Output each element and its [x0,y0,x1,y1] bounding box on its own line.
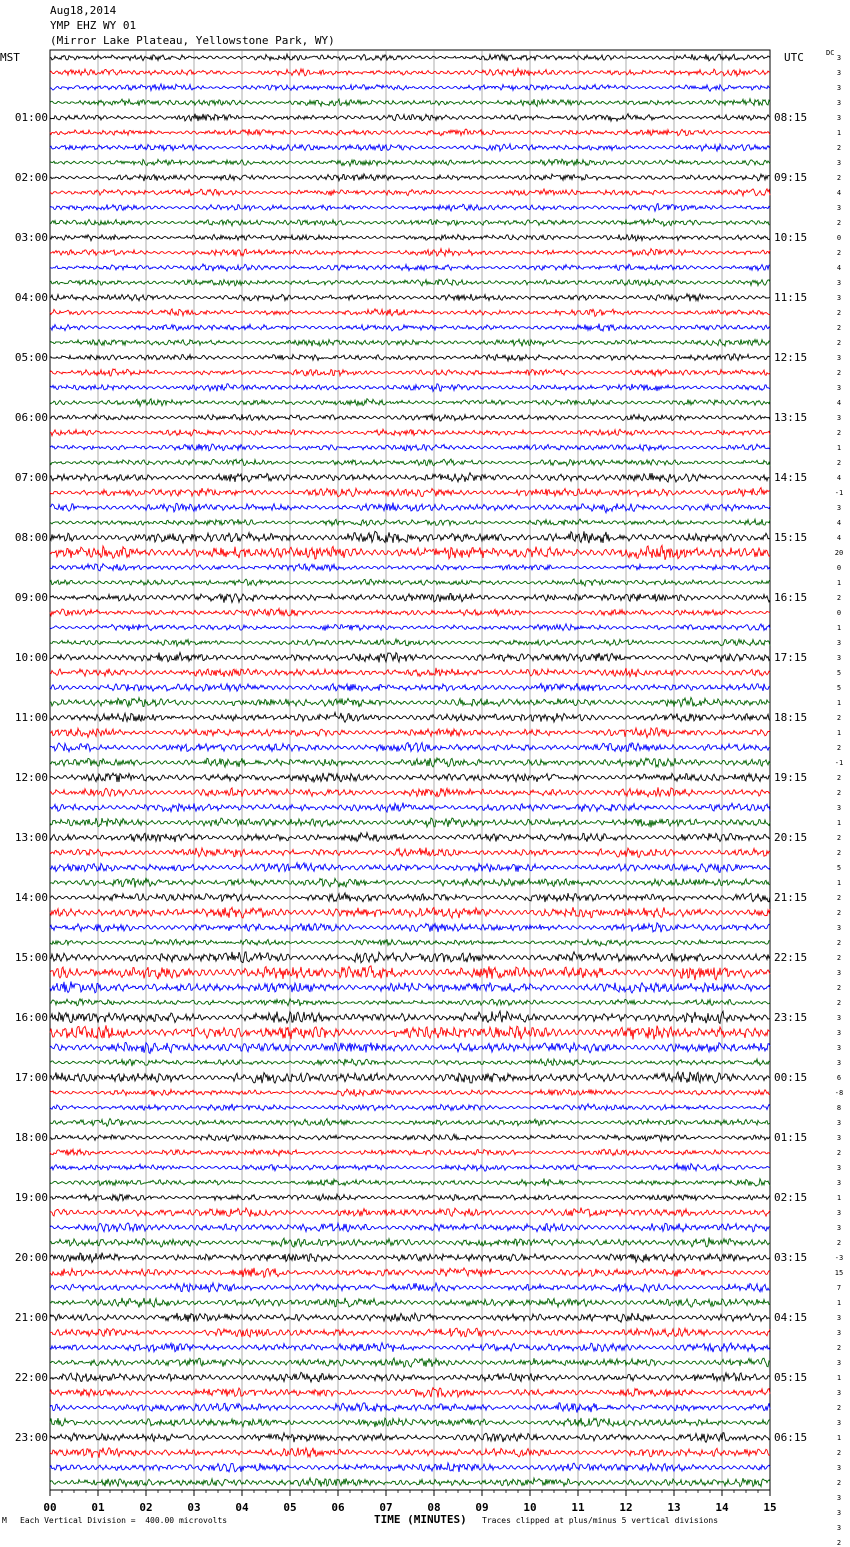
utc-hour-label: 18:15 [774,710,808,724]
mst-hour-label: 08:00 [14,530,48,544]
utc-hour-label: 20:15 [774,830,808,844]
seismic-trace [50,503,770,513]
dc-offset-value: 1 [836,1193,842,1202]
seismic-trace [50,519,770,526]
seismic-trace [50,1149,770,1156]
dc-offset-value: 2 [836,743,842,752]
mst-hour-label: 23:00 [14,1430,48,1444]
dc-offset-value: 0 [836,608,842,617]
seismic-trace [50,309,770,317]
mst-hour-label: 18:00 [14,1130,48,1144]
dc-offset-value: 1 [836,128,842,137]
utc-hour-label: 03:15 [774,1250,808,1264]
dc-offset-value: 4 [836,518,842,527]
dc-offset-value: 1 [836,1373,842,1382]
dc-offset-value: 3 [836,53,842,62]
seismic-trace [50,653,770,663]
seismic-trace [50,848,770,858]
x-tick-label: 07 [379,1501,393,1514]
seismic-trace [50,1194,770,1201]
seismic-trace [50,773,770,782]
dc-offset-value: 3 [836,1208,842,1217]
seismic-trace [50,1418,770,1427]
seismic-trace [50,624,770,631]
utc-hour-label: 00:15 [774,1070,808,1084]
dc-offset-value: 3 [836,1493,842,1502]
dc-offset-value: 3 [836,1523,842,1532]
seismic-trace [50,54,770,61]
seismic-trace [50,1328,770,1337]
seismic-trace [50,1237,770,1247]
dc-offset-value: 4 [836,473,842,482]
seismic-trace [50,1298,770,1308]
dc-offset-value: 20 [834,548,844,557]
dc-offset-value: 2 [836,788,842,797]
seismic-trace [50,1042,770,1053]
dc-offset-value: 2 [836,338,842,347]
dc-offset-value: 2 [836,1448,842,1457]
dc-offset-header: DC [826,49,835,57]
seismic-trace [50,354,770,361]
seismic-trace [50,1388,770,1398]
seismic-trace [50,189,770,196]
scale-note: Each Vertical Division = 400.00 microvolts [20,1516,228,1525]
mst-hour-label: 09:00 [14,590,48,604]
plot-date: Aug18,2014 [50,4,117,17]
dc-offset-value: 3 [836,1328,842,1337]
seismic-trace [50,982,770,994]
x-tick-label: 08 [427,1501,441,1514]
dc-offset-value: 6 [836,1073,842,1082]
seismic-trace [50,758,770,767]
dc-offset-value: 0 [836,233,842,242]
utc-hour-label: 15:15 [774,530,808,544]
seismic-trace [50,1223,770,1232]
x-tick-label: 01 [91,1501,105,1514]
mst-hour-label: 07:00 [14,470,48,484]
seismic-trace [50,698,770,708]
x-tick-label: 13 [667,1501,681,1514]
seismic-trace [50,414,770,421]
utc-hour-label: 14:15 [774,470,808,484]
dc-offset-value: 2 [836,1238,842,1247]
seismic-trace [50,1433,770,1443]
seismic-trace [50,1119,770,1127]
seismic-trace [50,579,770,586]
dc-offset-value: 5 [836,863,842,872]
dc-offset-value: 4 [836,263,842,272]
dc-offset-value: 3 [836,1058,842,1067]
seismic-trace [50,473,770,482]
dc-offset-value: 3 [836,1163,842,1172]
dc-offset-value: 3 [836,1178,842,1187]
utc-hour-label: 19:15 [774,770,808,784]
seismic-trace [50,545,770,559]
seismic-trace [50,339,770,346]
seismic-trace [50,683,770,691]
seismic-trace [50,743,770,752]
dc-offset-value: -8 [834,1088,844,1097]
seismic-trace [50,219,770,226]
seismic-trace [50,69,770,77]
seismic-trace [50,999,770,1006]
seismic-trace [50,1104,770,1111]
mst-hour-label: 21:00 [14,1310,48,1324]
dc-offset-value: 3 [836,653,842,662]
dc-offset-value: 3 [836,1508,842,1517]
dc-offset-value: 2 [836,893,842,902]
dc-offset-value: 3 [836,803,842,812]
x-tick-label: 05 [283,1501,297,1514]
dc-offset-value: 3 [836,293,842,302]
dc-offset-value: 2 [836,833,842,842]
dc-offset-value: 1 [836,1433,842,1442]
seismic-trace [50,369,770,376]
dc-offset-value: 4 [836,188,842,197]
seismic-trace [50,1011,770,1023]
dc-offset-value: 3 [836,1043,842,1052]
x-tick-label: 14 [715,1501,729,1514]
dc-offset-value: 3 [836,68,842,77]
mst-hour-label: 11:00 [14,710,48,724]
seismic-trace [50,1164,770,1172]
dc-offset-value: 3 [836,1463,842,1472]
utc-hour-label: 05:15 [774,1370,808,1384]
dc-offset-value: 3 [836,383,842,392]
seismic-trace [50,264,770,271]
seismic-trace [50,803,770,812]
dc-offset-value: 3 [836,203,842,212]
dc-offset-value: 2 [836,368,842,377]
seismic-trace [50,1343,770,1353]
utc-hour-label: 23:15 [774,1010,808,1024]
dc-offset-value: 2 [836,308,842,317]
mst-hour-label: 15:00 [14,950,48,964]
x-tick-label: 03 [187,1501,201,1514]
seismic-trace [50,1025,770,1039]
dc-offset-value: 3 [836,1223,842,1232]
seismic-trace [50,129,770,136]
mst-hour-label: 14:00 [14,890,48,904]
dc-offset-value: 1 [836,818,842,827]
utc-hour-label: 10:15 [774,230,808,244]
dc-offset-value: -3 [834,1253,844,1262]
seismic-trace [50,1403,770,1413]
seismic-trace [50,144,770,151]
seismic-trace [50,1089,770,1096]
dc-offset-value: 3 [836,1118,842,1127]
mst-hour-label: 02:00 [14,170,48,184]
seismic-trace [50,1059,770,1066]
dc-offset-value: 4 [836,398,842,407]
left-timezone-label: MST [0,51,20,64]
mst-hour-label: 05:00 [14,350,48,364]
utc-hour-label: 01:15 [774,1130,808,1144]
seismic-trace [50,594,770,603]
dc-offset-value: -1 [834,488,844,497]
seismic-trace [50,204,770,212]
utc-hour-label: 08:15 [774,110,808,124]
utc-hour-label: 09:15 [774,170,808,184]
seismic-trace [50,174,770,181]
dc-offset-value: 2 [836,173,842,182]
mst-hour-label: 04:00 [14,290,48,304]
seismic-trace [50,1372,770,1382]
seismic-trace [50,1478,770,1487]
station-location: (Mirror Lake Plateau, Yellowstone Park, WY) [50,34,335,47]
seismic-trace [50,713,770,723]
dc-offset-value: 2 [836,1343,842,1352]
dc-offset-value: 3 [836,923,842,932]
seismic-trace [50,966,770,980]
mst-hour-label: 22:00 [14,1370,48,1384]
dc-offset-value: 2 [836,848,842,857]
x-axis-title: TIME (MINUTES) [374,1513,467,1526]
utc-hour-label: 17:15 [774,650,808,664]
seismic-trace [50,1253,770,1263]
dc-offset-value: 3 [836,503,842,512]
dc-offset-value: 3 [836,98,842,107]
seismic-trace [50,384,770,392]
x-tick-label: 00 [43,1501,57,1514]
dc-offset-value: 8 [836,1103,842,1112]
mst-hour-label: 12:00 [14,770,48,784]
dc-offset-value: 3 [836,353,842,362]
seismic-trace [50,531,770,543]
dc-offset-value: 0 [836,563,842,572]
seismic-trace [50,99,770,107]
dc-offset-value: 3 [836,1358,842,1367]
mst-hour-label: 03:00 [14,230,48,244]
dc-offset-value: 1 [836,878,842,887]
mst-hour-label: 20:00 [14,1250,48,1264]
seismic-trace [50,459,770,466]
dc-offset-value: 2 [836,1403,842,1412]
seismic-trace [50,907,770,918]
dc-offset-value: 2 [836,998,842,1007]
utc-hour-label: 21:15 [774,890,808,904]
seismic-trace [50,1268,770,1278]
dc-offset-value: 2 [836,908,842,917]
seismic-trace [50,399,770,407]
seismic-trace [50,818,770,828]
seismic-trace [50,249,770,256]
seismic-trace [50,324,770,331]
seismic-trace [50,939,770,946]
dc-offset-value: 2 [836,428,842,437]
dc-offset-value: 1 [836,1298,842,1307]
dc-offset-value: 3 [836,1133,842,1142]
seismic-trace [50,728,770,738]
dc-offset-value: 2 [836,983,842,992]
right-timezone-label: UTC [784,51,804,64]
x-tick-label: 15 [763,1501,777,1514]
seismic-trace [50,787,770,797]
dc-offset-value: -1 [834,758,844,767]
corner-mark: M [2,1516,7,1525]
seismic-trace [50,1463,770,1472]
seismic-trace [50,639,770,646]
dc-offset-value: 3 [836,1028,842,1037]
dc-offset-value: 2 [836,1148,842,1157]
dc-offset-value: 5 [836,683,842,692]
dc-offset-value: 2 [836,1478,842,1487]
dc-offset-value: 3 [836,1313,842,1322]
dc-offset-value: 3 [836,113,842,122]
seismic-trace [50,1208,770,1217]
seismic-trace [50,893,770,902]
seismic-trace [50,833,770,842]
mst-hour-label: 13:00 [14,830,48,844]
seismic-trace [50,114,770,121]
seismic-trace [50,878,770,888]
dc-offset-value: 2 [836,248,842,257]
dc-offset-value: 1 [836,623,842,632]
utc-hour-label: 16:15 [774,590,808,604]
x-tick-label: 12 [619,1501,633,1514]
seismic-trace [50,429,770,436]
dc-offset-value: 3 [836,638,842,647]
seismic-trace [50,863,770,873]
utc-hour-label: 04:15 [774,1310,808,1324]
dc-offset-value: 3 [836,278,842,287]
dc-offset-value: 2 [836,1538,842,1547]
mst-hour-label: 10:00 [14,650,48,664]
dc-offset-value: 2 [836,218,842,227]
x-tick-label: 11 [571,1501,585,1514]
dc-offset-value: 3 [836,83,842,92]
seismic-trace [50,1179,770,1187]
seismic-trace [50,668,770,677]
seismic-trace [50,1134,770,1141]
utc-hour-label: 12:15 [774,350,808,364]
seismic-trace [50,1072,770,1083]
seismic-trace [50,84,770,91]
seismic-trace [50,1448,770,1458]
dc-offset-value: 2 [836,458,842,467]
dc-offset-value: 1 [836,728,842,737]
utc-hour-label: 22:15 [774,950,808,964]
seismic-trace [50,564,770,571]
clip-note: Traces clipped at plus/minus 5 vertical divisions [482,1516,719,1525]
x-tick-label: 06 [331,1501,345,1514]
dc-offset-value: 3 [836,158,842,167]
seismic-trace [50,1313,770,1322]
x-tick-label: 04 [235,1501,249,1514]
seismic-trace [50,159,770,166]
dc-offset-value: 5 [836,668,842,677]
seismic-trace [50,488,770,497]
dc-offset-value: 2 [836,323,842,332]
utc-hour-label: 06:15 [774,1430,808,1444]
seismic-trace [50,279,770,286]
dc-offset-value: 2 [836,713,842,722]
seismic-trace [50,1358,770,1367]
dc-offset-value: 7 [836,1283,842,1292]
mst-hour-label: 01:00 [14,110,48,124]
x-tick-label: 10 [523,1501,537,1514]
seismic-trace [50,952,770,963]
x-tick-label: 02 [139,1501,153,1514]
seismic-trace [50,1283,770,1292]
dc-offset-value: 4 [836,533,842,542]
seismic-trace [50,923,770,933]
seismic-trace [50,234,770,241]
mst-hour-label: 06:00 [14,410,48,424]
dc-offset-value: 3 [836,1388,842,1397]
dc-offset-value: 2 [836,593,842,602]
dc-offset-value: 15 [834,1268,844,1277]
dc-offset-value: 1 [836,578,842,587]
seismic-trace [50,444,770,451]
x-tick-label: 09 [475,1501,489,1514]
dc-offset-value: 3 [836,1013,842,1022]
mst-hour-label: 19:00 [14,1190,48,1204]
dc-offset-value: 1 [836,698,842,707]
dc-offset-value: 1 [836,443,842,452]
dc-offset-value: 2 [836,773,842,782]
seismic-trace [50,609,770,616]
utc-hour-label: 13:15 [774,410,808,424]
dc-offset-value: 3 [836,968,842,977]
mst-hour-label: 16:00 [14,1010,48,1024]
station-code: YMP EHZ WY 01 [50,19,137,32]
dc-offset-value: 2 [836,938,842,947]
dc-offset-value: 3 [836,1418,842,1427]
utc-hour-label: 11:15 [774,290,808,304]
mst-hour-label: 17:00 [14,1070,48,1084]
dc-offset-value: 2 [836,143,842,152]
dc-offset-value: 3 [836,413,842,422]
utc-hour-label: 02:15 [774,1190,808,1204]
dc-offset-value: 2 [836,953,842,962]
seismic-trace [50,294,770,302]
